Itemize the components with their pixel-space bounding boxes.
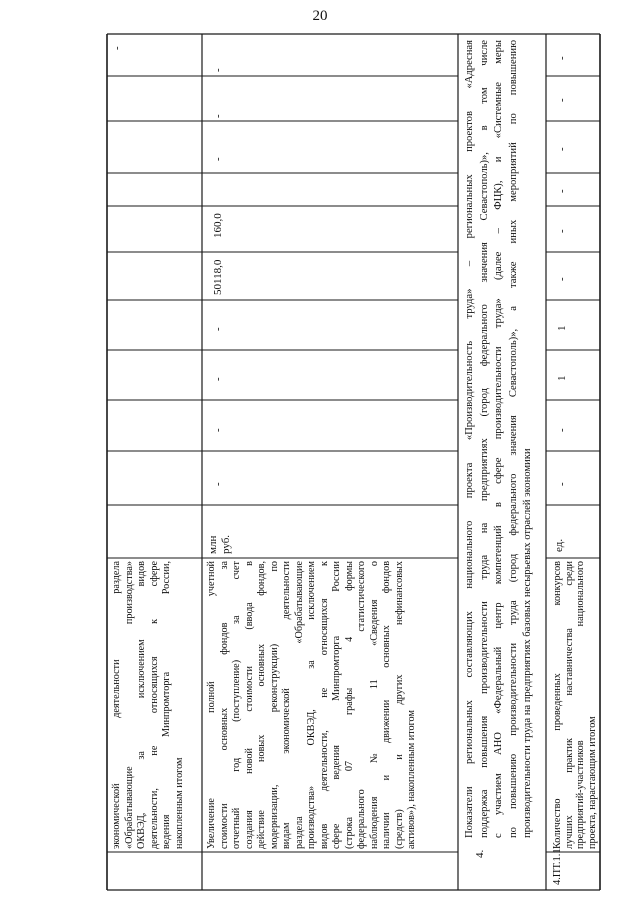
increase-value-2: -	[212, 428, 224, 432]
contests-name-line-2: лучших практик наставничества среди	[563, 561, 575, 849]
increase-name-line-9: производства» ОКВЭД, за исключением	[306, 561, 317, 849]
cont-name-line-2: «Обрабатывающие производства»	[123, 561, 135, 849]
increase-name-line-2: стоимости основных фондов за	[218, 561, 230, 849]
section-line-2: поддержка повышения производительности труда на предприятиях (город федерального значения Севастополь)», в том числе	[478, 40, 490, 838]
contests-name-line-4: проекта, нарастающим итогом	[586, 716, 598, 849]
increase-value-3: -	[212, 377, 224, 381]
contests-value-2: -	[556, 428, 568, 432]
increase-unit-line-1: млн	[207, 535, 219, 554]
increase-name-line-11: сфере ведения Минпромторга России	[331, 561, 342, 849]
increase-name-line-6: модернизации, реконструкции) по	[268, 561, 280, 849]
contests-value-9: -	[556, 98, 568, 102]
contests-value-6: -	[556, 229, 568, 233]
increase-name-line-1: Увеличение полной учетной	[206, 561, 217, 849]
increase-unit	[207, 535, 233, 554]
section-line-1: Показатели региональных составляющих национального проекта «Производительность труда» – региональных проектов «Адресная	[464, 40, 475, 838]
increase-value-1: -	[212, 482, 224, 486]
section-heading	[463, 40, 536, 838]
cont-value-1: -	[111, 46, 123, 50]
increase-name-line-5: действие новых основных фондов,	[256, 561, 267, 849]
contests-unit: ед.	[553, 538, 565, 552]
increase-value-8: -	[212, 157, 224, 161]
contests-indicator-name	[552, 561, 598, 849]
increase-name-line-4: создания новой стоимости (ввода в	[243, 561, 255, 849]
contests-name-line-3: предприятий-участников национального	[575, 561, 586, 849]
increase-name-line-12: (строка 07 графы 4 формы	[343, 561, 355, 849]
cont-name-line-1: экономической деятельности раздела	[111, 561, 122, 849]
page-number: 20	[312, 8, 328, 24]
contests-value-10: -	[556, 56, 568, 60]
increase-name-line-8: раздела «Обрабатывающие	[293, 561, 305, 849]
increase-value-5: 50	[212, 284, 224, 295]
cont-name-line-5: ведения Минпромторга России,	[161, 561, 172, 849]
section-line-3: с участием АНО «Федеральный центр компетенций в сфере производительности труда» (далее – ФЦК), и «Системные меры	[493, 40, 505, 838]
contests-value-8: -	[556, 147, 568, 151]
increase-value-9: -	[212, 114, 224, 118]
increase-name-line-3: отчетный год (поступление) за счет	[231, 561, 242, 849]
cont-name-line-4: деятельности, не относящихся к сфере	[148, 561, 160, 849]
contests-value-5: -	[556, 277, 568, 281]
contests-value-7: -	[556, 189, 568, 193]
cont-indicator-name	[111, 561, 186, 849]
increase-name-line-14: наблюдения № 11 «Сведения о	[368, 561, 380, 849]
contests-value-1: -	[556, 482, 568, 486]
section-line-4: по повышению производительности труда (город федерального значения Севастополь)», а также иных мероприятий по повышению	[507, 40, 519, 838]
increase-name-line-17: активов»), накопленным итогом	[406, 710, 417, 849]
section-number: 4.	[474, 849, 486, 858]
increase-value-7: 160,0	[212, 213, 224, 238]
increase-value-4: -	[212, 327, 224, 331]
contests-number: 4.ПТ.1.1	[552, 848, 563, 885]
increase-name-line-10: видов деятельности, не относящихся к	[318, 561, 330, 849]
increase-name-line-16: (средств) и других нефинансовых	[393, 561, 405, 849]
increase-name-line-7: видам экономической деятельности	[281, 561, 292, 849]
increase-value-10: -	[212, 68, 224, 72]
section-line-5: производительности труда на предприятиях базовых несырьевых отраслей экономики	[522, 448, 534, 838]
increase-indicator-name	[206, 561, 419, 849]
contests-value-3: 1	[556, 375, 568, 381]
contests-name-line-1: Количество проведенных конкурсов	[552, 561, 563, 849]
cont-name-line-6: накопленным итогом	[173, 757, 185, 849]
increase-name-line-15: наличии и движении основных фондов	[381, 561, 392, 849]
cont-name-line-3: ОКВЭД, за исключением видов	[136, 561, 147, 849]
contests-value-4: 1	[556, 325, 568, 331]
increase-name-line-13: федерального статистического	[356, 561, 367, 849]
increase-value-6: 118,0	[212, 259, 224, 284]
increase-unit-line-2: руб.	[220, 534, 232, 554]
